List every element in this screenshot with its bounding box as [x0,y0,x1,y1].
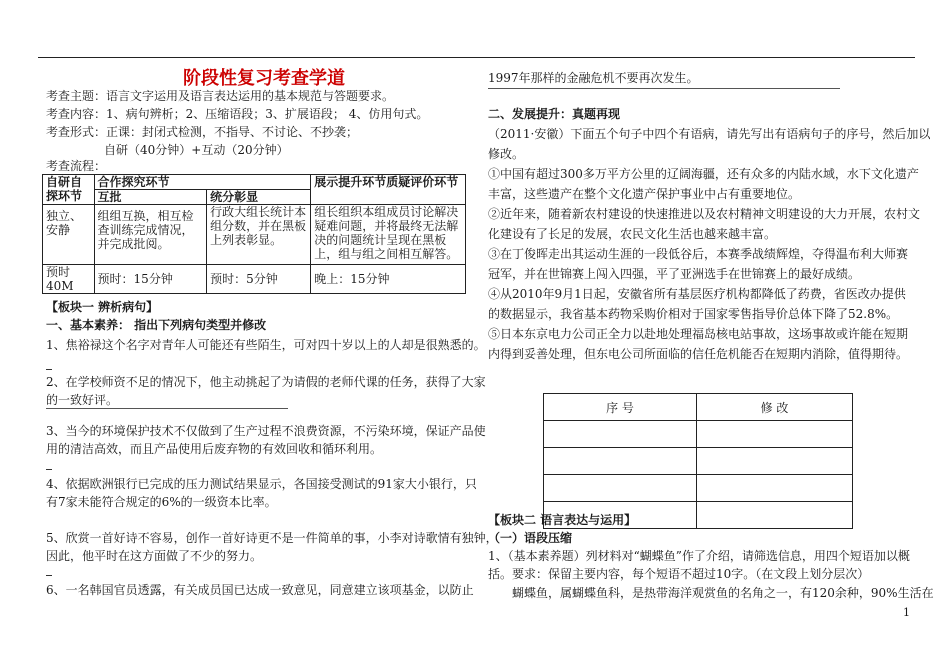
question-2-line-1: 2、在学校师资不足的情况下，他主动挑起了为请假的老师代课的任务，获得了大家 [46,375,486,389]
answer-cell[interactable] [544,475,697,502]
compression-heading: （一）语段压缩 [488,531,573,545]
flow-time-self: 预时40M [43,265,95,294]
answer-cell[interactable] [697,421,853,448]
flow-table [42,174,466,294]
answer-line [46,575,52,576]
flow-header-mutual: 互批 [94,190,207,205]
page-number: 1 [903,606,910,619]
flow-cell-show: 组长组织本组成员讨论解决疑难问题，并将最终无法解决的问题统计呈现在黑板上，组与组之间相互解答。 [311,205,466,265]
block-one-heading: 【板块一 辨析病句】 [46,300,159,314]
answer-line [46,369,52,370]
block-two-heading: 【板块二 语言表达与运用】 [488,513,637,527]
sentence-1-line-2: 丰富，这些遗产在整个文化遗产保护事业中占有重要地位。 [488,187,801,201]
answer-cell[interactable] [697,475,853,502]
flow-time-show: 晚上：15分钟 [311,265,466,294]
exam-content: 考查内容：1、病句辨析；2、压缩语段；3、扩展语段； 4、仿用句式。 [46,107,429,121]
question-1: 1、焦裕禄这个名字对青年人可能还有些陌生，可对四十岁以上的人却是很熟悉的。 [46,338,486,352]
answer-cell[interactable] [544,448,697,475]
sentence-4-line-1: ④从2010年9月1日起，安徽省所有基层医疗机构都降低了药费，省医改办提供 [488,287,906,301]
real-question-intro-2: 修改。 [488,147,525,161]
compression-question-line-2: 括。要求：保留主要内容，每个短语不超过10字。（在文段上划分层次） [488,567,870,581]
sentence-4-line-2: 的数据显示，我省基本药物采购价相对于国家零售指导价总体下降了52.8%。 [488,307,899,321]
exam-theme: 考查主题：语言文字运用及语言表达运用的基本规范与答题要求。 [46,89,395,103]
sentence-3-line-1: ③在丁俊晖走出其运动生涯的一段低谷后，本赛季战绩辉煌，夺得温布利大师赛 [488,247,909,261]
answer-table-header-number: 序 号 [544,394,697,421]
flow-header-coop: 合作探究环节 [94,175,311,190]
question-5-line-1: 5、欣赏一首好诗不容易，创作一首好诗更不是一件简单的事，小李对诗歌情有独钟， [46,531,498,545]
exam-form-time: 自研（40分钟）+互动（20分钟） [104,143,289,157]
answer-cell[interactable] [697,448,853,475]
flow-cell-stat: 行政大组长统计本组分数，并在黑板上列表彰显。 [207,205,311,265]
flow-label: 考查流程： [46,159,107,173]
flow-header-stat: 统分彰显 [207,190,311,205]
question-4-line-1: 4、依据欧洲银行已完成的压力测试结果显示，各国接受测试的91家大小银行，只 [46,477,477,491]
answer-table-header-revision: 修 改 [697,394,853,421]
question-5-line-2: 因此，他平时在这方面做了不少的努力。 [46,549,263,563]
exam-form: 考查形式：正课：封闭式检测，不指导、不讨论、不抄袭； [46,125,359,139]
answer-line [488,88,840,89]
page-title: 阶段性复习考查学道 [183,68,345,89]
header-rule [38,57,915,58]
sentence-3-line-2: 冠军，并在世锦赛上闯入四强，平了亚洲选手在世锦赛上的最好成绩。 [488,267,861,281]
sentence-1-line-1: ①中国有超过300多万平方公里的辽阔海疆，还有众多的内陆水域，水下文化遗产 [488,167,919,181]
answer-table [543,393,853,529]
flow-header-show: 展示提升环节质疑评价环节 [311,175,466,205]
butterflyfish-passage: 蝴蝶鱼，属蝴蝶鱼科，是热带海洋观赏鱼的名角之一，有120余种，90%生活在 [512,586,934,600]
flow-header-self: 自研自探环节 [43,175,95,205]
sentence-2-line-2: 化建设有了长足的发展，农民文化生活也越来越丰富。 [488,227,777,241]
flow-cell-self: 独立、安静 [43,205,95,265]
question-6-continuation: 1997年那样的金融危机不要再次发生。 [488,71,699,85]
question-6-line-1: 6、一名韩国官员透露，有关成员国已达成一致意见，同意建立该项基金，以防止 [46,583,474,597]
flow-cell-mutual: 组组互换，相互检查训练完成情况，并完成批阅。 [94,205,207,265]
question-3-line-1: 3、当今的环境保护技术不仅做到了生产过程不浪费资源，不污染环境，保证产品使 [46,424,486,438]
answer-line [46,469,52,470]
answer-cell[interactable] [544,421,697,448]
flow-time-stat: 预时：5分钟 [207,265,311,294]
sentence-5-line-1: ⑤日本东京电力公司正全力以赴地处理福岛核电站事故，这场事故或许能在短期 [488,327,909,341]
question-3-line-2: 用的清洁高效，而且产品使用后废弃物的有效回收和循环利用。 [46,442,383,456]
flow-time-mutual: 预时：15分钟 [94,265,207,294]
sentence-5-line-2: 内得到妥善处理，但东电公司所面临的信任危机能否在短期内消除，值得期待。 [488,347,909,361]
question-4-line-2: 有7家未能符合规定的6%的一级资本比率。 [46,495,277,509]
answer-cell[interactable] [697,502,853,529]
real-question-intro-1: （2011·安徽）下面五个句子中四个有语病，请先写出有语病句子的序号，然后加以 [488,127,931,141]
compression-question-line-1: 1、（基本素养题）列材料对“蝴蝶鱼”作了介绍，请筛选信息，用四个短语加以概 [488,549,910,563]
sentence-2-line-1: ②近年来，随着新农村建设的快速推进以及农村精神文明建设的大力开展，农村文 [488,207,921,221]
basic-quality-heading: 一、基本素养： 指出下列病句类型并修改 [46,318,267,332]
development-heading: 二、发展提升：真题再现 [488,107,621,121]
question-2-line-2: 的一致好评。 [46,393,119,407]
answer-line [46,408,288,409]
